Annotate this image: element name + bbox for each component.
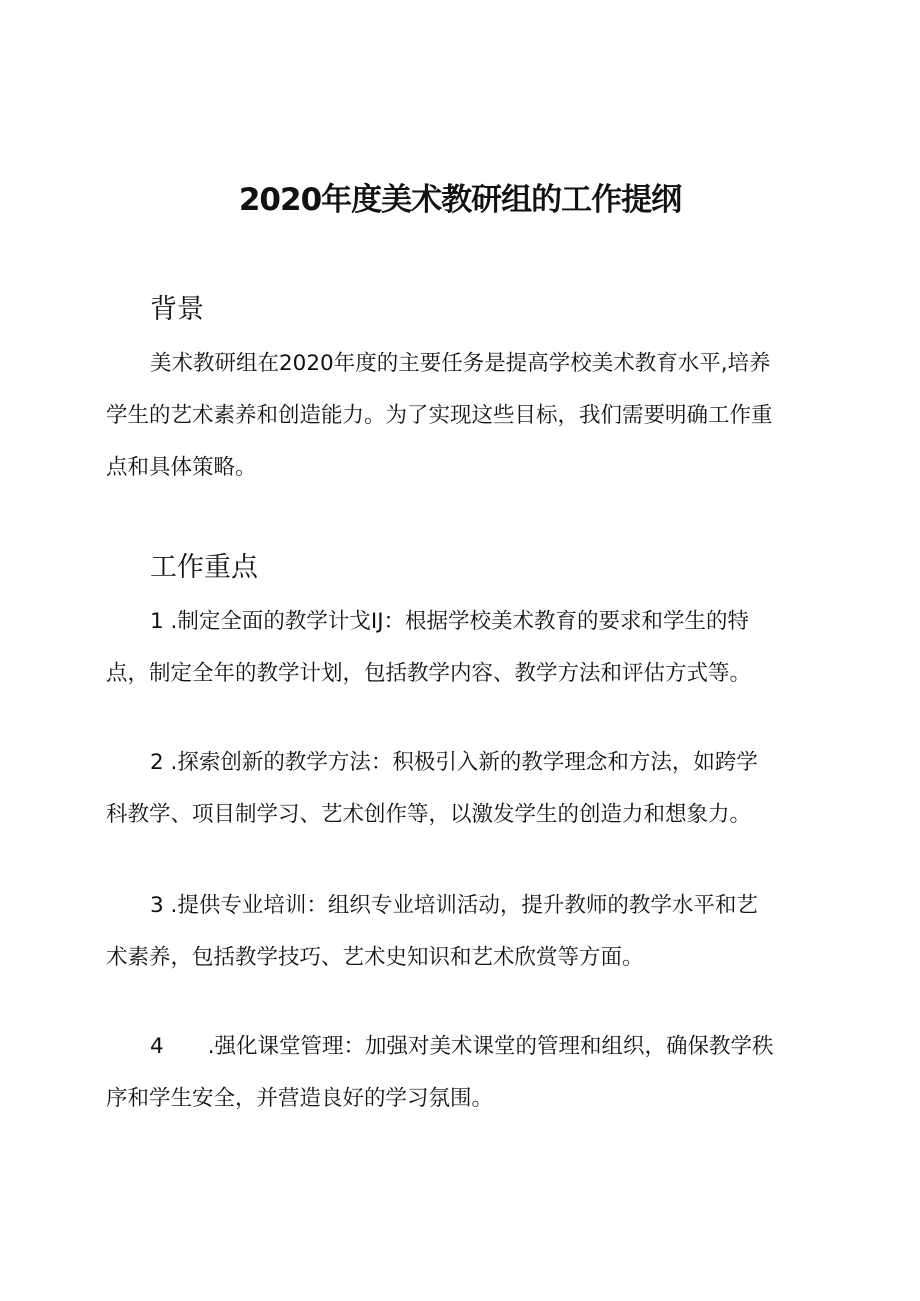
list-item-line	[106, 596, 826, 648]
focus-item-1	[106, 596, 826, 700]
item-text: .探索创新的教学方法：积极引入新的教学理念和方法，如跨学	[170, 750, 758, 775]
paragraph-line: 学生的艺术素养和创造能力。为了实现这些目标，我们需要明确工作重	[106, 403, 773, 428]
list-item-line: 序和学生安全，并营造良好的学习氛围。	[106, 1086, 494, 1111]
focus-item-2	[106, 737, 826, 841]
background-paragraph	[106, 338, 826, 494]
section-heading-background: 背景	[150, 294, 204, 325]
document-title: 2020年度美术教研组的工作提纲	[238, 182, 682, 218]
focus-item-3	[106, 880, 826, 984]
item-number: 3	[150, 893, 164, 918]
list-item-line: 点，制定全年的教学计划，包括教学内容、教学方法和评估方式等。	[106, 661, 752, 686]
list-item-line: 术素养，包括教学技巧、艺术史知识和艺术欣赏等方面。	[106, 945, 644, 970]
list-item-line	[106, 880, 826, 932]
item-text: .制定全面的教学计戈IJ：根据学校美术教育的要求和学生的特	[170, 609, 750, 634]
paragraph-line: 点和具体策略。	[106, 455, 257, 480]
item-text: .强化课堂管理：加强对美术课堂的管理和组织，确保教学秩	[207, 1034, 774, 1059]
item-number: 4	[150, 1034, 164, 1059]
item-text: .提供专业培训：组织专业培训活动，提升教师的教学水平和艺	[170, 893, 758, 918]
focus-item-4	[106, 1021, 826, 1125]
list-item-line	[106, 1021, 826, 1073]
paragraph-line: 美术教研组在2020年度的主要任务是提高学校美术教育水平,培养	[150, 351, 771, 376]
item-number: 2	[150, 750, 164, 775]
list-item-line: 科教学、项目制学习、艺术创作等，以激发学生的创造力和想象力。	[106, 802, 752, 827]
item-number: 1	[150, 609, 164, 634]
section-heading-focus: 工作重点	[150, 552, 258, 583]
list-item-line	[106, 737, 826, 789]
